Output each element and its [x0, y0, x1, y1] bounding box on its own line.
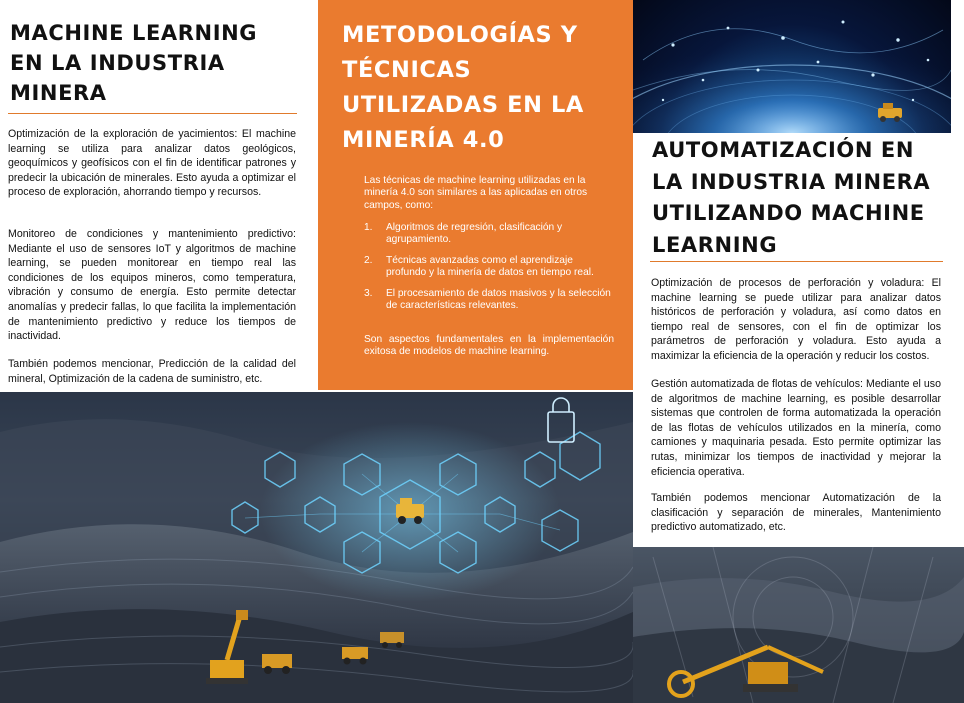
- methodologies-intro: Las técnicas de machine learning utilizadas en la minería 4.0 son similares a las aplicadas en otros campos, como:: [364, 175, 588, 211]
- left-heading-divider: [8, 113, 297, 114]
- left-paragraph-tambien: También podemos mencionar, Predicción de la calidad del mineral, Optimización de la cadena de suministro, etc.: [8, 358, 296, 385]
- right-paragraph-flotas: Gestión automatizada de flotas de vehículos: Mediante el uso de algoritmos de machine learning, es posible desarrollar sistemas que controlen de forma automatizada la operación de las flotas de vehículos utilizados en la minería, como camiones y maquinaria pesada. Esto permite optimizar las rutas, minimizar los tiempos de inactividad y mejorar la eficiencia operativa.: [651, 378, 941, 478]
- left-column: [0, 0, 318, 392]
- automation-heading: [652, 135, 957, 261]
- left-heading-line: MACHINE LEARNING: [10, 21, 258, 45]
- automation-heading-line: UTILIZANDO MACHINE: [652, 201, 925, 225]
- bucket-wheel-excavator-image: [633, 547, 964, 703]
- left-heading: [10, 18, 300, 108]
- list-item-text: Técnicas avanzadas como el aprendizaje profundo y la minería de datos en tiempo real.: [386, 254, 594, 279]
- left-paragraph-exploracion: Optimización de la exploración de yacimientos: El machine learning se utiliza para analizar datos geológicos, geoquímicos y geofísicos con el fin de identificar patrones y predecir la ubicación de minerales. Esto ayuda a optimizar el proceso de exploración, ahorrando tiempo y recursos.: [8, 128, 296, 199]
- left-paragraph-monitoreo: Monitoreo de condiciones y mantenimiento predictivo: Mediante el uso de sensores IoT y algoritmos de machine learning, se pueden monitorear en tiempo real las condiciones de los equipos mineros, como temperatura, vibración y consumo de energía. Esto permite detectar anomalías y predecir fallas, lo que facilita la implementación de mantenimiento predictivo y reduce los tiempos de inactividad.: [8, 228, 296, 343]
- methodologies-heading-line: UTILIZADAS EN LA: [342, 92, 584, 118]
- automation-heading-line: LA INDUSTRIA MINERA: [652, 169, 931, 194]
- automation-heading-line: LEARNING: [652, 232, 778, 257]
- list-item-number: 3.: [364, 287, 373, 299]
- methodologies-heading: [342, 18, 627, 158]
- methodologies-panel: [318, 0, 633, 390]
- list-item-number: 1.: [364, 222, 373, 233]
- list-item: [364, 288, 614, 313]
- right-paragraph-tambien: También podemos mencionar Automatización de la clasificación y separación de minerales, Mantenimiento predictivo automatizado, etc.: [651, 492, 941, 534]
- methodologies-heading-line: METODOLOGÍAS Y: [342, 22, 578, 48]
- left-heading-line: MINERA: [10, 81, 107, 105]
- list-item-text: Algoritmos de regresión, clasificación y agrupamiento.: [386, 222, 563, 246]
- automation-heading-divider: [650, 261, 943, 262]
- automation-heading-line: AUTOMATIZACIÓN EN: [652, 138, 915, 162]
- list-item-text: El procesamiento de datos masivos y la selección de características relevantes.: [386, 287, 611, 312]
- methodologies-list: [364, 222, 614, 320]
- methodologies-heading-line: TÉCNICAS: [342, 57, 472, 83]
- right-column: [634, 133, 964, 547]
- smart-mining-hex-icons-image: [0, 392, 633, 703]
- right-paragraph-perforacion: Optimización de procesos de perforación y voladura: El machine learning se puede utilizar para analizar datos históricos de perforación y voladura, así como datos en tiempo real de sensores, con el fin de optimizar los parámetros de perforación y voladura. Esto ayuda a maximizar la eficiencia de la operación y reducir los costos.: [651, 277, 941, 362]
- left-heading-line: EN LA INDUSTRIA: [10, 51, 225, 75]
- digital-globe-network-image: [633, 0, 951, 133]
- list-item: [364, 222, 614, 247]
- list-item: [364, 255, 614, 280]
- list-item-number: 2.: [364, 254, 373, 266]
- methodologies-heading-line: MINERÍA 4.0: [342, 127, 505, 153]
- methodologies-outro: Son aspectos fundamentales en la implementación exitosa de modelos de machine learning.: [364, 334, 614, 358]
